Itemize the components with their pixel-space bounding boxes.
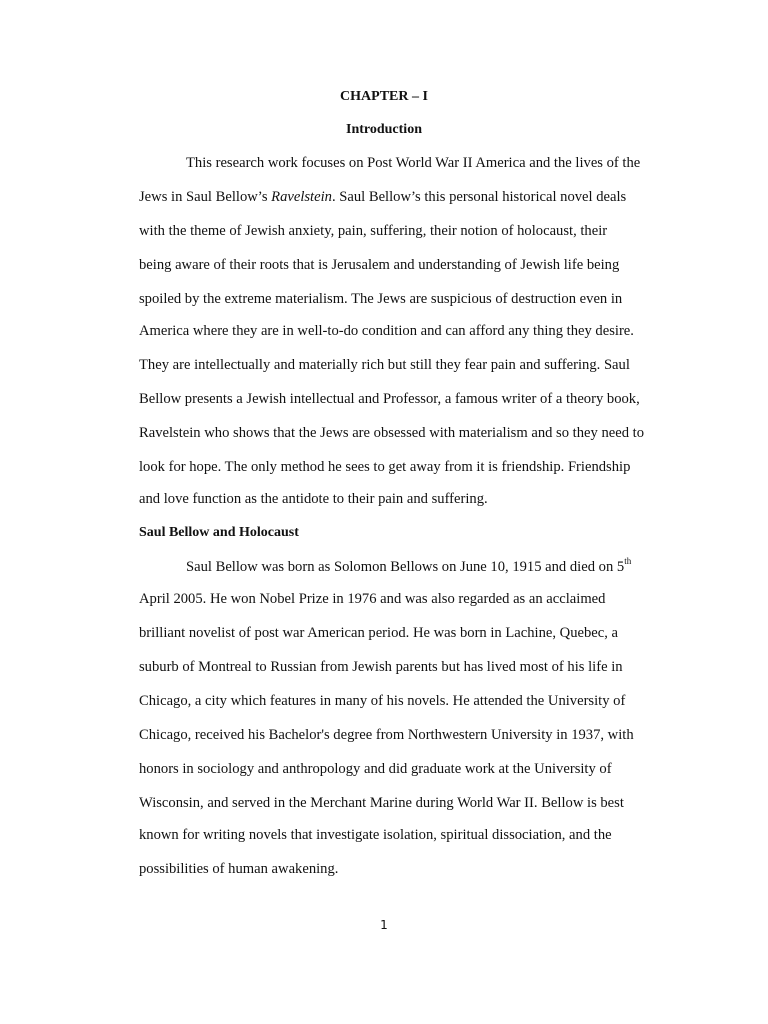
text-segment: Jews in Saul Bellow’s [139,189,272,205]
page-number: 1 [380,918,388,932]
paragraph-line: This research work focuses on Post World War II America and the lives of the [186,155,641,171]
ordinal-suffix: th [624,556,632,566]
text-segment: Saul Bellow was born as Solomon Bellows on June 10, 1915 and died on 5 [186,559,625,575]
paragraph-line: Bellow presents a Jewish intellectual and Professor, a famous writer of a theory book, [139,391,640,407]
paragraph-line: known for writing novels that investigate isolation, spiritual dissociation, and the [139,827,612,843]
paragraph-line: suburb of Montreal to Russian from Jewish parents but has lived most of his life in [139,659,623,675]
paragraph-line: look for hope. The only method he sees to get away from it is friendship. Friendship [139,459,631,475]
paragraph-line: brilliant novelist of post war American period. He was born in Lachine, Quebec, a [139,625,619,641]
subsection-title: Saul Bellow and Holocaust [139,525,299,540]
paragraph-line [139,188,626,206]
paragraph-line: spoiled by the extreme materialism. The Jews are suspicious of destruction even in [139,291,623,307]
paragraph-line: and love function as the antidote to their pain and suffering. [139,491,488,507]
book-title: Ravelstein [271,189,332,205]
paragraph-line: Chicago, received his Bachelor's degree from Northwestern University in 1937, with [139,727,634,743]
paragraph-line [186,558,631,576]
paragraph-line: honors in sociology and anthropology and did graduate work at the University of [139,761,612,777]
paragraph-line: April 2005. He won Nobel Prize in 1976 and was also regarded as an acclaimed [139,591,606,607]
paragraph-line: Chicago, a city which features in many of his novels. He attended the University of [139,693,626,709]
chapter-title: CHAPTER – I [340,89,428,104]
paragraph-line: with the theme of Jewish anxiety, pain, suffering, their notion of holocaust, their [139,223,608,239]
paragraph-line: They are intellectually and materially rich but still they fear pain and suffering. Saul [139,357,630,373]
paragraph-line: Ravelstein who shows that the Jews are obsessed with materialism and so they need to [139,425,645,441]
text-segment: . Saul Bellow’s this personal historical novel deals [331,189,627,205]
section-title: Introduction [346,122,422,137]
paragraph-line: being aware of their roots that is Jerusalem and understanding of Jewish life being [139,257,620,273]
paragraph-line: possibilities of human awakening. [139,861,339,877]
paragraph-line: Wisconsin, and served in the Merchant Marine during World War II. Bellow is best [139,795,624,811]
paragraph-line: America where they are in well-to-do condition and can afford any thing they desire. [139,323,634,339]
